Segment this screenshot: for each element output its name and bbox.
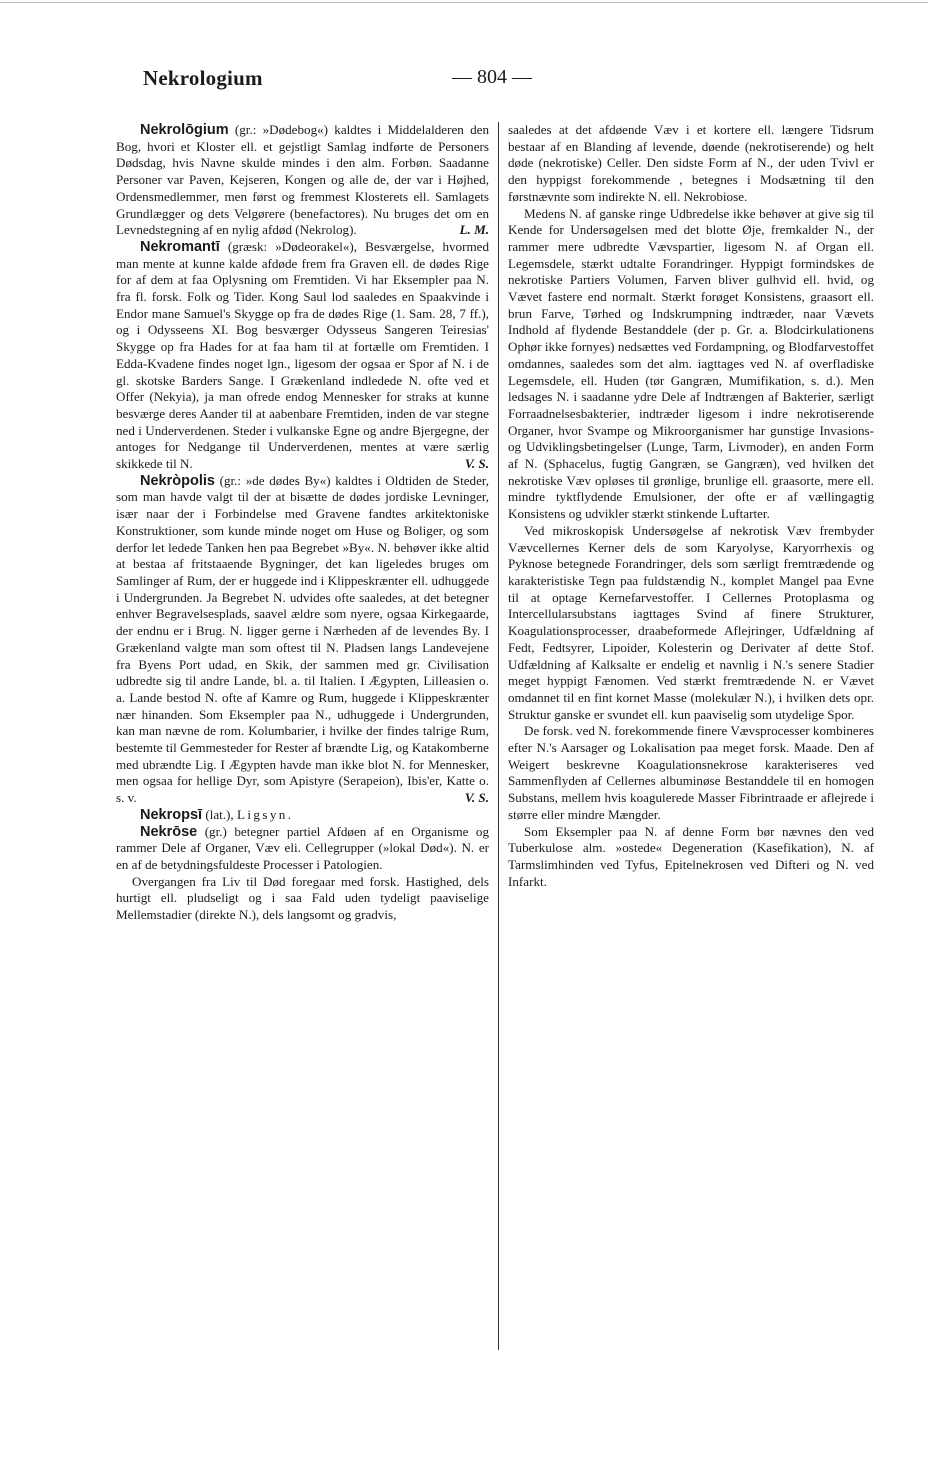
entry-nekropsi	[116, 807, 489, 824]
author-signature: V. S.	[464, 790, 489, 806]
paragraph: saaledes at det afdøende Væv i et kortere ell. længere Tidsrum bestaar af en Blanding af levende, døende (nekrotiserende) og helt døde (nekrotiske) Celler. Den sidste Form af N., der uden Tvivl er den hyppigst forekommende , betegnes i Modsætning til den førstnævnte som indirekte N. ell. Nekrobiose.	[508, 122, 874, 204]
entry-text: (gr.: »Dødebog«) kaldtes i Middelalderen den Bog, hvori et Kloster ell. et gejstligt Samlag indførte de Personers Dødsdag, hvis Navne skulde mindes i den alm. Forbøn. Saadanne Personer var Paven, Kejseren, Kongen og alle de, der var i Højhed, Ordensmedlemmer, men først og fremmest Klosterets ell. Samlagets Grundlægger og dets Velgørere (benefactores). Nu bruges det om en Levnedstegning af en nylig afdød (Nekrolog).	[116, 122, 489, 238]
paragraph: Overgangen fra Liv til Død foregaar med forsk. Hastighed, dels hurtigt ell. pludseligt og i saa Fald uden tydeligt paaviselige Mellemstadier (direkte N.), dels langsomt og gradvis,	[116, 873, 489, 923]
entry-headword: Nekropsī	[140, 806, 203, 823]
entry-headword: Nekrōse	[140, 823, 198, 840]
author-signature: L. M.	[459, 222, 489, 238]
right-column	[508, 122, 874, 890]
cross-reference: Ligsyn.	[236, 806, 294, 822]
entry-text: (lat.),	[202, 806, 237, 822]
left-column	[116, 122, 489, 924]
entry-text: (gr.: »de dødes By«) kaldtes i Oldtiden de Steder, som man havde valgt til der at bisætte de dødes jordiske Levninger, især naar der i Forbindelse med Gravene fandtes arkitektoniske Konstruktioner, som kunde minde noget om Huse og Boliger, og som derfor let ledede Tanken hen paa Begrebet »By«. N. behøver ikke altid at bestaa af fritstaaende Bygninger, det kan ligeledes bruges om Samlinger af Rum, der er huggede ind i Klippeskrænter ell. udhuggede i Undergrunden. Ja Begrebet N. udvides ofte saaledes, at det betegner enhver Begravelsesplads, saavel ældre som nyere, ogsaa Kirkegaarde, der endnu er i Brug. N. ligger gerne i Nærheden af de levendes By. I Grækenland valgte man som oftest til N. Pladsen langs Landevejene fra Byens Port udad, en Skik, der sammen med gr. Civilisation udbredte sig til andre Lande, bl. a. til Italien. I Ægypten, Lilleasien o. a. Lande bestod N. ofte af Kamre og Rum, huggede i Klippeskrænter nær hinanden. Som Eksempler paa N., udhuggede i Undergrunden, kan man nævne de rom. Kolumbarier, i hvilke der findes talrige Rum, bestemte til Gemmesteder for Rester af brændte Lig, og Katakomberne med ubrændte Lig. I Ægypten havde man ikke blot N. for Mennesker, men ogsaa for hellige Dyr, som Apistyre (Serapeion), Ibis'er, Katte o. s. v.	[116, 472, 489, 806]
author-signature: V. S.	[464, 456, 489, 472]
entry-nekropolis	[116, 473, 489, 807]
paragraph: Medens N. af ganske ringe Udbredelse ikke behøver at give sig til Kende for Undersøgelsen med det blotte Øje, fremkalder N., der rammer mere udbredte Vævspartier, ligesom N. af Organ ell. Legemsdele, stærkt udtalte Forandringer. Hyppigt formindskes de nekrotiske Partiers Volumen, Farven bliver gulhvid ell. hvid, og Vævet fastere end normalt. Stærkt forøget Konsistens, graasort ell. brun Farve, Tørhed og Indskrumpning indtræder, naar Vævets Indhold af flydende Bestanddele (der p. Gr. a. Blodcirkulationens Ophør ikke fornyes) nedsættes ved Fordampning, og Blodfarvestoffet omdannes, saaledes som det alm. iagttages ved N. af overfladiske Legemsdele, ell. Huden (tør Gangræn, Mumifikation, s. d.). Men ledsages N. i saadanne ydre Dele af Indtrængen af Bakterier, særligt Forraadnelsesbakterier, indtræder ligesom i indre nekrotiserende Organer, hvor Svampe og Mikroorganismer har gunstige Invasions- og Udviklingsbetingelser (Lunge, Tarm, Livmoder), en anden Form af N. (Sphacelus, fugtig Gangræn, se Gangræn), ved hvilken det nekrotiske Væv opløses til grønlige, brunlige ell. graasorte, mere ell. mindre tyktflydende Emulsioner, der ofte er af vællingagtig Konsistens og udvikler stærkt stinkende Luftarter.	[508, 205, 874, 522]
entry-text: (græsk: »Dødeorakel«), Besværgelse, hvormed man mente at kunne kalde afdøde frem fra Graven ell. de dødes Rige for af dem at faa Oplysning om Fremtiden. Vi har Eksempler paa N. fra fl. forsk. Folk og Tider. Kong Saul lod saaledes en Spaakvinde i Endor mane Samuel's Skygge op fra de dødes Rige (1. Sam. 28, 7 ff.), og i Odysseens XI. Bog besværger Odysseus Sangeren Teiresias' Skygge op fra Hades for at faa ham til at fortælle om Fremtiden. I Edda-Kvadene findes noget lgn., ligesom der ogsaa er Spor af N. i de gl. skotske Barders Sange. I Grækenland indledede N. ofte ved et Offer (Nekyia), ja man ofrede endog Mennesker for straks at kunne besværge deres Aander til at aabenbare Fremtiden, inden de var stegne ned i Underverdenen. Steder i vulkanske Egne og andre Bjergegne, der antoges for Nedgange til Underverdenen, mentes at være særlig skikkede til N.	[116, 238, 489, 472]
column-divider	[498, 122, 499, 1350]
entry-headword: Nekrolōgium	[140, 122, 229, 138]
entry-nekrologium	[116, 122, 489, 239]
paragraph: Som Eksempler paa N. af denne Form bør nævnes den ved Tuberkulose alm. »ostede« Degeneration (Kasefikation), N. af Tarmslimhinden ved Tyfus, Epitelnekrosen ved Difteri og N. ved Infarkt.	[508, 823, 874, 889]
entry-nekromanti	[116, 239, 489, 473]
entry-headword: Nekromantī	[140, 238, 220, 255]
page-header	[0, 66, 928, 100]
entry-text: (gr.) betegner partiel Afdøen af en Organisme og rammer Dele af Organer, Væv eli. Cellegrupper (»lokal Død«). N. er en af de betydningsfuldeste Processer i Patologien.	[116, 823, 489, 872]
paragraph: Ved mikroskopisk Undersøgelse af nekrotisk Væv frembyder Vævcellernes Kerner dels de som Karyolyse, Karyorrhexis og Pyknose betegnede Forandringer, dels som særligt fremtrædende og karakteristiske Tegn paa fuldstændig N., komplet Mangel paa Evne til at optage Kernefarvestoffer. I Cellernes Protoplasma og Intercellularsubstans iagttages Svind af finere Strukturer, Koagulationsprocesser, draabeformede Aflejringer, Udfældning af Fedt, Fedtsyrer, Lipoider, Kolesterin og Derivater af dette Stof. Udfældning af Kalksalte er endelig et navnlig i N.'s senere Stadier meget hyppigt Fænomen. Ved stærkt fremtrædende N. er Vævet omdannet til en fint kornet Masse (molekulær N.), i hvilken dets opr. Struktur ganske er svundet ell. kun paaviselig som utydelige Spor.	[508, 522, 874, 722]
entry-headword: Nekròpolis	[140, 472, 215, 489]
top-scan-edge	[0, 2, 928, 3]
page-number: — 804 —	[452, 66, 532, 88]
paragraph: De forsk. ved N. forekommende finere Vævsprocesser kombineres efter N.'s Aarsager og Lokalisation paa meget forsk. Maade. Den af Weigert beskrevne Koagulationsnekrose karakteriseres ved Sammenflyden af Cellernes albuminøse Bestanddele til en homogen Substans, mellem hvis koagulerede Masser Fibrintraade er aflejrede i større eller mindre Mængder.	[508, 723, 874, 822]
entry-nekrose	[116, 824, 489, 874]
running-head-title: Nekrologium	[143, 66, 263, 90]
